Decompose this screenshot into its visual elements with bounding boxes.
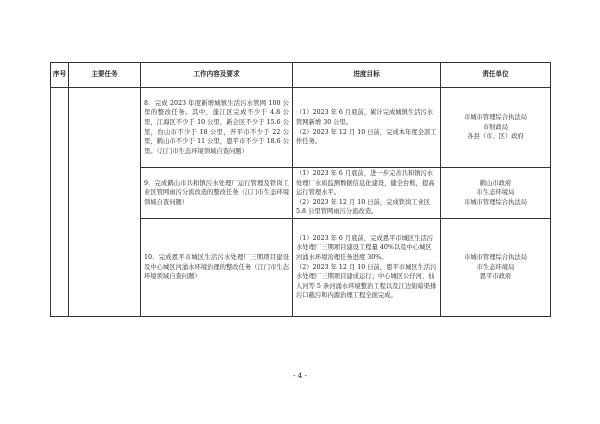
unit-cell	[441, 218, 551, 316]
progress-item: （1）2023 年 6 月底前，完成恩平市城区生活污水处理厂三期项目建设工程量 40%以及中心城区河涌水环境治理任务进度 30%。	[296, 234, 434, 262]
unit-item: 各县（市、区）政府	[467, 133, 524, 141]
progress-cell	[293, 168, 441, 219]
page-number: - 4 -	[293, 372, 307, 380]
progress-cell	[293, 88, 441, 168]
progress-item: （2）2023 年 12 月 10 日前，完成本年度全部工作任务。	[296, 128, 437, 146]
work-cell: 8．完成 2023 年度新增城镇生活污水管网 100 公里的整改任务。其中，蓬江区完成不少于 4.8 公里，江海区不少于 10 公里，新会区不少于 15.6 公里，台山市不少于 18 公里，开平市不少于 22 公里，鹤山市不少于 11 公里，恩平市不少于 18.6 公里。（江门市生态环境领域自查问题）	[141, 88, 293, 168]
progress-cell	[293, 218, 441, 316]
header-seq: 序号	[51, 63, 69, 88]
unit-item: 市生态环境局	[476, 189, 515, 197]
unit-item: 恩平市政府	[479, 273, 512, 281]
task-table	[50, 62, 551, 317]
seq-cell	[51, 88, 69, 317]
header-task: 主要任务	[69, 63, 141, 88]
progress-item: （1）2023 年 6 月底前，进一步完善共和镇污水处理厂水质监测数据信息化建设，健全台账，提高运行管理水平。	[296, 170, 435, 197]
progress-item: （2）2023 年 12 月 10 日前，恩平市城区生活污水处理厂三期项目建成运行；中心城区公仔河、仙人河等 5 条河涌水环境整治工程以及江边街暗渠排污口截污和内源治理工程全面完成。	[296, 263, 437, 300]
header-work: 工作内容及要求	[141, 63, 293, 88]
unit-cell	[441, 88, 551, 168]
progress-item: （2）2023 年 12 月 10 日前，完成铁岗工业区 5.8 公里管网雨污分流改造。	[296, 198, 431, 216]
unit-item: 市城市管理综合执法局	[464, 114, 527, 122]
header-unit: 责任单位	[441, 63, 551, 88]
unit-item: 鹤山市政府	[479, 179, 512, 187]
unit-item: 市城市管理综合执法局	[464, 198, 527, 206]
unit-item: 市城市管理综合执法局	[464, 254, 527, 262]
header-progress: 进度目标	[293, 63, 441, 88]
table-row	[51, 88, 551, 168]
unit-cell	[441, 168, 551, 219]
work-cell: 10．完成恩平市城区生活污水处理厂三期项目建设及中心城区河涌水环境治理的整改任务（江门市生态环境领域自查问题）	[141, 218, 293, 316]
task-cell	[69, 88, 141, 317]
work-cell: 9．完成鹤山市共和镇污水处理厂运行管理及铁岗工业区管网雨污分流改造的整改任务（江门市生态环境领域自查问题）	[141, 168, 293, 219]
unit-item: 市生态环境局	[476, 263, 515, 271]
table-header-row	[51, 63, 551, 88]
progress-item: （1）2023 年 6 月底前，累计完成城镇生活污水管网新增 30 公里。	[296, 109, 434, 126]
unit-item: 市财政局	[482, 123, 509, 131]
